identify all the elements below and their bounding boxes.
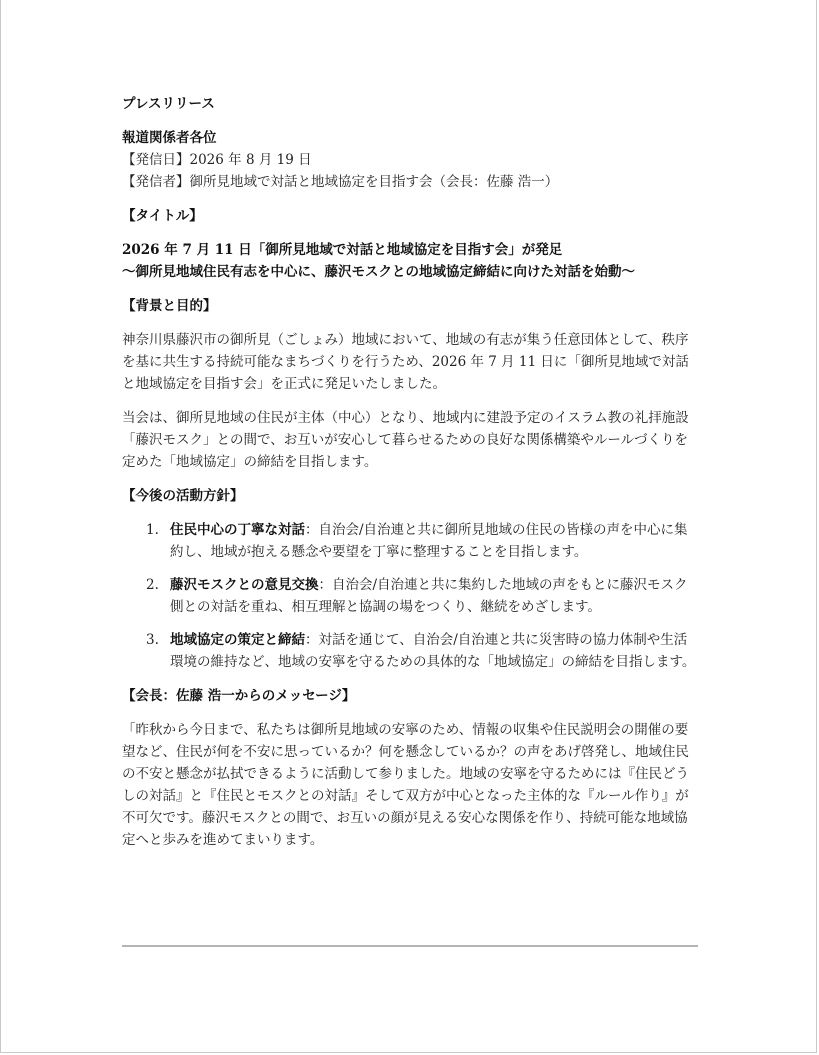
date-line: 【発信日】2026 年 8 月 19 日 — [122, 152, 312, 168]
message-paragraph: 「昨秋から今日まで、私たちは御所見地域の安寧のため、情報の収集や住民説明会の開催の要望など、住民が何を不安に思っているか？何を懸念しているか？の声をあげ啓発し、地域住民の不安と懸念が払拭できるように活動して参りました。地域の安寧を守るためには『住民どうしの対話』と『住民とモスクとの対話』そして双方が中心となった主体的な『ルール作り』が不可欠です。藤沢モスクとの間で、お互いの顔が見える安心な関係を作り、持続可能な地域協定へと歩みを進めてまいります。 — [122, 722, 689, 848]
list-item-number: 3. — [146, 632, 159, 648]
horizontal-divider — [122, 945, 698, 947]
title-section-heading: 【タイトル】 — [122, 208, 203, 224]
list-item-body: ：自治会/自治連と共に御所見地域の住民の皆様の声を中心に集約し、地域が抱える懸念や要望を丁寧に整理することを目指します。 — [170, 522, 688, 560]
list-item-title: 住民中心の丁寧な対話 — [170, 522, 305, 538]
headline: 2026 年 7 月 11 日「御所見地域で対話と地域協定を目指す会」が発足 — [122, 242, 563, 258]
policy-list — [122, 519, 700, 673]
list-item — [122, 574, 700, 618]
list-item-body: ：自治会/自治連と共に集約した地域の声をもとに藤沢モスク側との対話を重ね、相互理解と協調の場をつくり、継続をめざします。 — [170, 577, 688, 615]
list-item-title: 地域協定の策定と締結 — [170, 632, 305, 648]
background-section-heading: 【背景と目的】 — [122, 298, 217, 314]
message-section-heading: 【会長：佐藤 浩一からのメッセージ】 — [122, 688, 356, 704]
headline-block — [122, 239, 700, 283]
list-item — [122, 519, 700, 563]
background-paragraph-2: 当会は、御所見地域の住民が主体（中心）となり、地域内に建設予定のイスラム教の礼拝施設「藤沢モスク」との間で、お互いが安心して暮らせるための良好な関係構築やルールづくりを定めた「地域協定」の締結を目指します。 — [122, 410, 689, 470]
list-item-number: 1. — [146, 522, 159, 538]
document-body — [122, 93, 700, 863]
list-item-title: 藤沢モスクとの意見交換 — [170, 577, 319, 593]
list-item — [122, 629, 700, 673]
header-block — [122, 127, 700, 193]
policy-section-heading: 【今後の活動方針】 — [122, 488, 244, 504]
background-paragraph-1: 神奈川県藤沢市の御所見（ごしょみ）地域において、地域の有志が集う任意団体として、秩序を基に共生する持続可能なまちづくりを行うため、2026 年 7 月 11 日に「御所見地域で対話と地域協定を目指す会」を正式に発足いたしました。 — [122, 332, 689, 392]
list-item-body: ：対話を通じて、自治会/自治連と共に災害時の協力体制や生活環境の維持など、地域の安寧を守るための具体的な「地域協定」の締結を目指します。 — [170, 632, 696, 670]
subheadline: 〜御所見地域住民有志を中心に、藤沢モスクとの地域協定締結に向けた対話を始動〜 — [122, 264, 635, 280]
sender-line: 【発信者】御所見地域で対話と地域協定を目指す会（会長：佐藤 浩一） — [122, 174, 559, 190]
recipient-line: 報道関係者各位 — [122, 130, 217, 146]
document-type: プレスリリース — [122, 96, 215, 112]
list-item-number: 2. — [146, 577, 159, 593]
